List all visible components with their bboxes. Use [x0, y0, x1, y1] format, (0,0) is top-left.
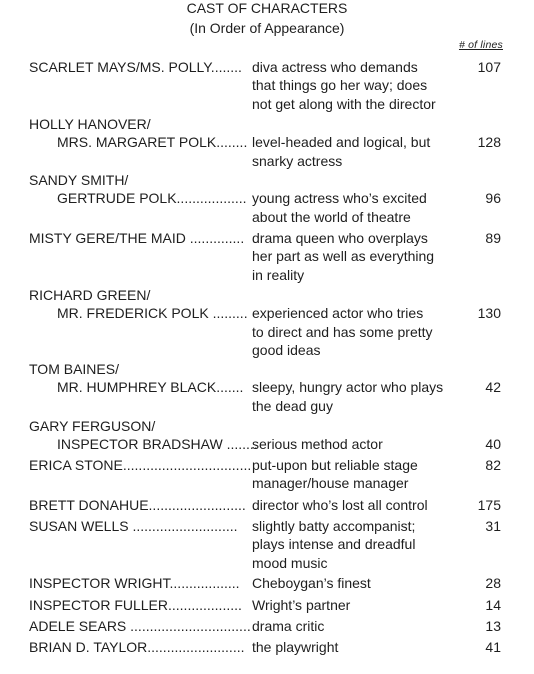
line-count: 14: [485, 597, 501, 613]
character-description: about the world of theatre: [252, 208, 411, 225]
character-description: her part as well as everything: [252, 248, 435, 265]
character-name: SUSAN WELLS ...........................: [29, 518, 238, 534]
character-description: mood music: [252, 554, 328, 571]
character-name-continued: MRS. MARGARET POLK........: [57, 134, 248, 151]
character-description: manager/house manager: [252, 475, 409, 492]
character-description: the dead guy: [252, 397, 333, 414]
character-name: INSPECTOR WRIGHT..................: [29, 575, 240, 591]
character-description: good ideas: [252, 341, 321, 358]
character-name: MISTY GERE/THE MAID ..............: [29, 230, 245, 246]
character-description: serious method actor: [252, 436, 383, 453]
character-description: level-headed and logical, but: [252, 134, 431, 151]
character-description: experienced actor who tries: [252, 305, 424, 322]
character-description: put-upon but reliable stage: [252, 457, 418, 473]
character-name: RICHARD GREEN/: [29, 287, 151, 303]
character-name: SCARLET MAYS/MS. POLLY........: [29, 59, 242, 75]
line-count: 13: [485, 618, 501, 634]
line-count: 41: [485, 639, 501, 655]
page-title: CAST OF CHARACTERS: [186, 0, 348, 16]
character-description: to direct and has some pretty: [252, 323, 433, 340]
character-name: BRETT DONAHUE.........................: [29, 497, 246, 513]
line-count: 42: [485, 379, 501, 396]
line-count: 82: [485, 457, 501, 473]
character-description: not get along with the director: [252, 95, 436, 112]
character-name: BRIAN D. TAYLOR.........................: [29, 639, 245, 655]
character-name-continued: MR. FREDERICK POLK .........: [57, 305, 248, 322]
line-count: 40: [485, 436, 501, 453]
line-count: 107: [477, 59, 501, 75]
line-count: 31: [485, 518, 501, 534]
character-name: ADELE SEARS ...............................: [29, 618, 251, 634]
page-subtitle: (In Order of Appearance): [189, 20, 345, 36]
character-name-continued: GERTRUDE POLK..................: [57, 190, 247, 207]
character-description: drama critic: [252, 618, 325, 634]
lines-column-header: # of lines: [458, 39, 503, 51]
character-description: sleepy, hungry actor who plays: [252, 379, 444, 396]
character-name: HOLLY HANOVER/: [29, 116, 151, 132]
character-name-continued: INSPECTOR BRADSHAW ........: [57, 436, 258, 453]
character-description: diva actress who demands: [252, 59, 418, 75]
character-name: SANDY SMITH/: [29, 172, 129, 188]
line-count: 96: [485, 190, 501, 207]
character-description: plays intense and dreadful: [252, 536, 416, 553]
character-description: snarky actress: [252, 152, 343, 169]
line-count: 175: [477, 497, 501, 513]
line-count: 89: [485, 230, 501, 246]
character-name-continued: MR. HUMPHREY BLACK.......: [57, 379, 244, 396]
character-name: TOM BAINES/: [29, 361, 119, 377]
character-description: in reality: [252, 266, 305, 283]
line-count: 130: [477, 305, 501, 322]
line-count: 128: [477, 134, 501, 151]
character-description: director who’s lost all control: [252, 497, 428, 513]
line-count: 28: [485, 575, 501, 591]
character-description: that things go her way; does: [252, 77, 428, 94]
character-description: the playwright: [252, 639, 339, 655]
character-description: Cheboygan’s finest: [252, 575, 371, 591]
character-name: GARY FERGUSON/: [29, 418, 156, 434]
character-description: drama queen who overplays: [252, 230, 428, 246]
character-name: INSPECTOR FULLER...................: [29, 597, 242, 613]
character-name: ERICA STONE.................................: [29, 457, 252, 473]
character-description: Wright’s partner: [252, 597, 351, 613]
character-description: slightly batty accompanist;: [252, 518, 416, 534]
character-description: young actress who’s excited: [252, 190, 427, 207]
